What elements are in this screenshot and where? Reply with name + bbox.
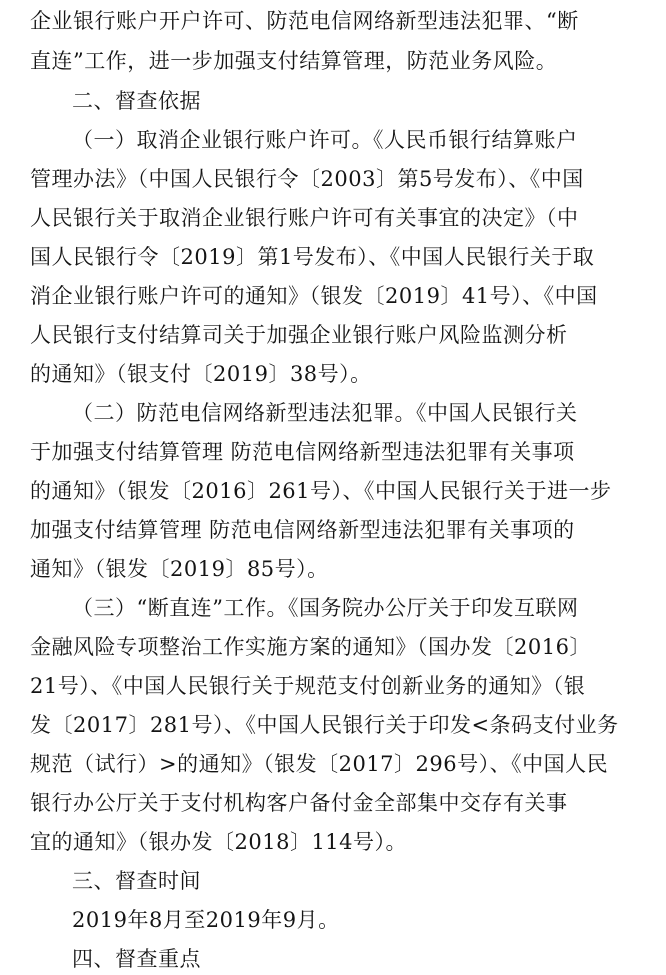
text-line-14: 加强支付结算管理 防范电信网络新型违法犯罪有关事项的 <box>30 518 575 542</box>
text-line-11: （二）防范电信网络新型违法犯罪。《中国人民银行关 <box>72 401 578 425</box>
text-line-15: 通知》（银发〔2019〕85号）。 <box>30 557 329 581</box>
text-line-20: 规范（试行）>的通知》（银发〔2017〕296号）、《中国人民 <box>30 752 609 776</box>
text-line-6: 人民银行关于取消企业银行账户许可有关事宜的决定》（中 <box>30 206 579 230</box>
text-line-4: （一）取消企业银行账户许可。《人民币银行结算账户 <box>72 128 578 152</box>
text-line-8: 消企业银行账户许可的通知》（银发〔2019〕41号）、《中国 <box>30 284 598 308</box>
text-line-10: 的通知》（银支付〔2019〕38号）。 <box>30 362 372 386</box>
text-line-2: 直连”工作，进一步加强支付结算管理，防范业务风险。 <box>30 49 558 73</box>
section-heading-4: 四、督查重点 <box>72 947 201 971</box>
text-line-1: 企业银行账户开户许可、防范电信网络新型违法犯罪、“断 <box>30 9 579 33</box>
text-line-5: 管理办法》（中国人民银行令〔2003〕第5号发布）、《中国 <box>30 167 584 191</box>
text-line-13: 的通知》（银发〔2016〕261号）、《中国人民银行关于进一步 <box>30 479 612 503</box>
section-heading-2: 二、督查依据 <box>72 89 201 113</box>
text-line-12: 于加强支付结算管理 防范电信网络新型违法犯罪有关事项 <box>30 440 575 464</box>
text-line-17: 金融风险专项整治工作实施方案的通知》（国办发〔2016〕 <box>30 635 591 659</box>
text-line-18: 21号）、《中国人民银行关于规范支付创新业务的通知》（银 <box>30 674 586 698</box>
text-line-7: 国人民银行令〔2019〕第1号发布）、《中国人民银行关于取 <box>30 245 595 269</box>
text-line-24: 2019年8月至2019年9月。 <box>72 908 340 932</box>
text-line-22: 宜的通知》（银办发〔2018〕114号）。 <box>30 830 408 854</box>
section-heading-3: 三、督查时间 <box>72 869 201 893</box>
text-line-9: 人民银行支付结算司关于加强企业银行账户风险监测分析 <box>30 323 568 347</box>
text-line-19: 发〔2017〕281号）、《中国人民银行关于印发<条码支付业务 <box>30 713 619 737</box>
text-line-21: 银行办公厅关于支付机构客户备付金全部集中交存有关事 <box>30 791 568 815</box>
text-line-16: （三）“断直连”工作。《国务院办公厅关于印发互联网 <box>72 596 579 620</box>
